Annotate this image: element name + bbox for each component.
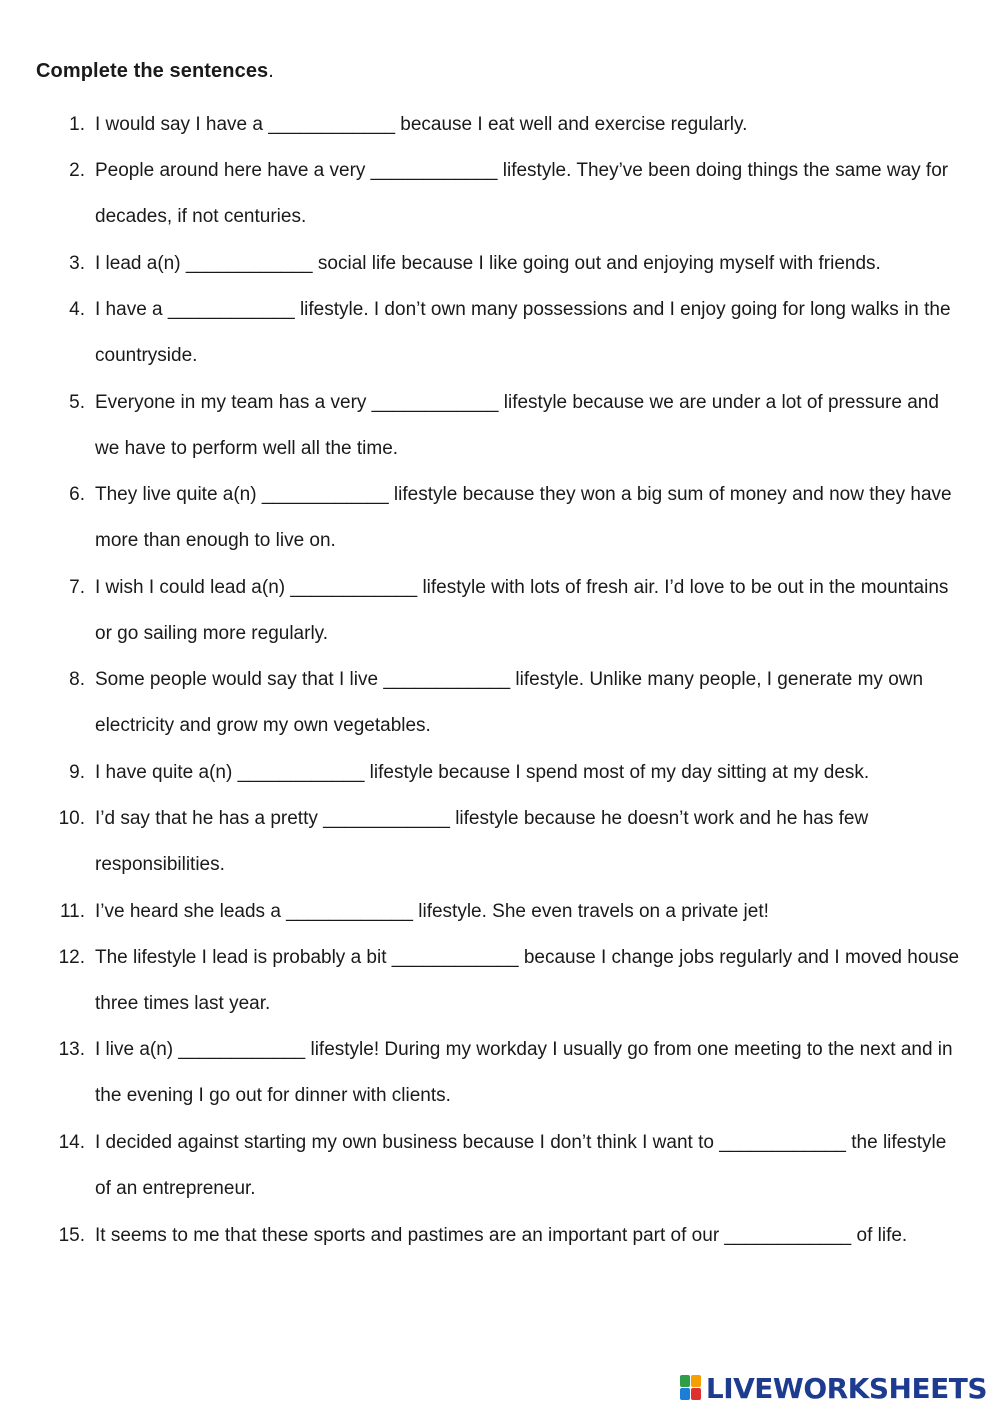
list-item bbox=[69, 287, 965, 380]
logo-icon bbox=[680, 1375, 702, 1401]
item-sentence: I wish I could lead a(n) ____________ lifestyle with lots of fresh air. I’d love to be out in the mountains or go sailing more regularly. bbox=[95, 577, 949, 645]
list-item bbox=[58, 796, 965, 889]
logo-square-1 bbox=[680, 1375, 690, 1387]
logo-square-4 bbox=[691, 1388, 701, 1400]
logo-square-2 bbox=[691, 1375, 701, 1387]
item-number: 10. bbox=[58, 808, 85, 829]
item-number: 9. bbox=[69, 762, 85, 783]
item-number: 15. bbox=[58, 1225, 85, 1246]
item-number: 1. bbox=[69, 114, 85, 135]
item-sentence: I lead a(n) ____________ social life because I like going out and enjoying myself with friends. bbox=[95, 253, 881, 274]
logo-square-3 bbox=[680, 1388, 690, 1400]
item-number: 13. bbox=[58, 1039, 85, 1060]
item-number: 6. bbox=[69, 484, 85, 505]
item-sentence: I’d say that he has a pretty ____________ lifestyle because he doesn’t work and he has few responsibilities. bbox=[95, 808, 869, 876]
list-item bbox=[69, 472, 965, 565]
item-sentence: The lifestyle I lead is probably a bit ____________ because I change jobs regularly and I moved house three times last year. bbox=[95, 947, 960, 1015]
list-item bbox=[69, 750, 965, 796]
item-sentence: I decided against starting my own business because I don’t think I want to ____________ the lifestyle of an entrepreneur. bbox=[95, 1132, 947, 1200]
item-sentence: They live quite a(n) ____________ lifestyle because they won a big sum of money and now they have more than enough to live on. bbox=[95, 484, 952, 552]
page-title bbox=[36, 60, 274, 83]
list-item bbox=[69, 241, 965, 287]
list-item bbox=[59, 889, 965, 935]
liveworksheets-logo bbox=[680, 1372, 987, 1404]
item-number: 3. bbox=[69, 253, 85, 274]
list-item bbox=[58, 1120, 965, 1213]
list-item bbox=[58, 1213, 965, 1259]
item-number: 11. bbox=[59, 901, 85, 922]
item-number: 4. bbox=[69, 299, 85, 320]
item-number: 14. bbox=[58, 1132, 85, 1153]
list-item bbox=[69, 565, 965, 658]
title-period: . bbox=[268, 60, 274, 82]
item-sentence: People around here have a very ____________ lifestyle. They’ve been doing things the same way for decades, if not centuries. bbox=[95, 160, 949, 228]
item-sentence: I have quite a(n) ____________ lifestyle because I spend most of my day sitting at my desk. bbox=[95, 762, 870, 783]
item-sentence: I would say I have a ____________ because I eat well and exercise regularly. bbox=[95, 114, 748, 135]
logo-text: LIVEWORKSHEETS bbox=[705, 1371, 987, 1405]
item-sentence: I live a(n) ____________ lifestyle! During my workday I usually go from one meeting to the next and in the evening I go out for dinner with clients. bbox=[95, 1039, 953, 1107]
item-number: 5. bbox=[69, 392, 85, 413]
list-item bbox=[69, 657, 965, 750]
item-sentence: I’ve heard she leads a ____________ lifestyle. She even travels on a private jet! bbox=[95, 901, 769, 922]
item-sentence: Everyone in my team has a very ____________ lifestyle because we are under a lot of pressure and we have to perform well all the time. bbox=[95, 392, 939, 460]
item-sentence: Some people would say that I live ____________ lifestyle. Unlike many people, I generate my own electricity and grow my own vegetables. bbox=[95, 669, 924, 737]
list-item bbox=[58, 1027, 965, 1120]
list-item bbox=[58, 935, 965, 1028]
item-sentence: It seems to me that these sports and pastimes are an important part of our ____________ of life. bbox=[95, 1225, 908, 1246]
item-sentence: I have a ____________ lifestyle. I don’t own many possessions and I enjoy going for long walks in the countryside. bbox=[95, 299, 951, 367]
list-item bbox=[69, 380, 965, 473]
item-number: 2. bbox=[69, 160, 85, 181]
item-number: 12. bbox=[58, 947, 85, 968]
item-number: 7. bbox=[69, 577, 85, 598]
list-item bbox=[69, 148, 965, 241]
list-item bbox=[69, 102, 965, 148]
title-text: Complete the sentences bbox=[36, 60, 269, 82]
item-number: 8. bbox=[69, 669, 85, 690]
